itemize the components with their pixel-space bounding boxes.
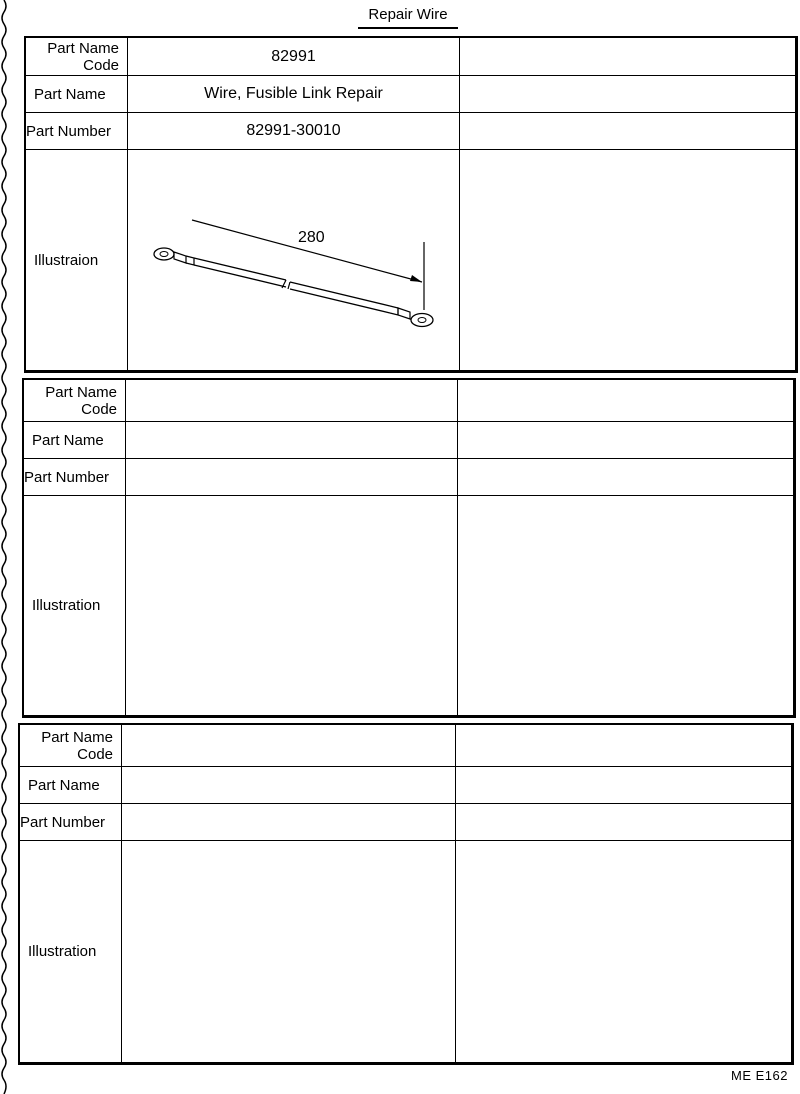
- illustration-label: Illustration: [24, 496, 126, 715]
- part-name-code-extra-cell: [458, 380, 793, 422]
- part-name-code-extra-cell: [456, 725, 791, 767]
- part-number-extra-cell: [456, 804, 791, 841]
- part-name-extra-cell: [456, 767, 791, 804]
- part-number-label: Part Number: [20, 804, 122, 841]
- fusible-link-repair-wire-drawing: [128, 150, 460, 370]
- part-number-label: Part Number: [24, 459, 126, 496]
- illustration-cell: [122, 841, 456, 1062]
- part-number-extra-cell: [460, 113, 795, 150]
- part-name-code-label-line2: Code: [83, 56, 119, 74]
- part-name-extra-cell: [460, 76, 795, 113]
- part-name-code-extra-cell: [460, 38, 795, 76]
- part-number-value: [122, 804, 456, 841]
- part-name-value: [122, 767, 456, 804]
- illustration-label: Illustration: [20, 841, 122, 1062]
- part-name-code-label-line2: Code: [77, 745, 113, 763]
- page-title: Repair Wire: [358, 5, 458, 29]
- part-name-label: Part Name: [24, 422, 126, 459]
- part-name-code-label-line1: Part Name: [45, 383, 117, 401]
- part-name-code-label-line2: Code: [81, 400, 117, 418]
- part-name-extra-cell: [458, 422, 793, 459]
- part-name-label: Part Name: [26, 76, 128, 113]
- part-name-label: Part Name: [20, 767, 122, 804]
- part-name-code-label: [26, 38, 128, 76]
- illustration-cell: [126, 496, 458, 715]
- part-name-code-label-line1: Part Name: [41, 728, 113, 746]
- part-name-code-label-line1: Part Name: [47, 39, 119, 57]
- part-number-extra-cell: [458, 459, 793, 496]
- part-block-3: [18, 723, 794, 1065]
- part-name-value: Wire, Fusible Link Repair: [128, 76, 460, 113]
- part-name-code-label: [20, 725, 122, 767]
- part-name-code-value: [122, 725, 456, 767]
- illustration-extra-cell: [458, 496, 793, 715]
- illustration-extra-cell: [456, 841, 791, 1062]
- part-name-code-label: [24, 380, 126, 422]
- illustration-extra-cell: [460, 150, 795, 370]
- page-code: ME E162: [731, 1068, 788, 1083]
- part-block-1: [24, 36, 798, 373]
- illustration-cell: [128, 150, 460, 370]
- part-name-value: [126, 422, 458, 459]
- illustration-label: Illustraion: [26, 150, 128, 370]
- part-block-2: [22, 378, 796, 718]
- part-name-code-value: 82991: [128, 38, 460, 76]
- part-number-label: Part Number: [26, 113, 128, 150]
- part-number-value: [126, 459, 458, 496]
- part-name-code-value: [126, 380, 458, 422]
- dimension-label: 280: [298, 229, 325, 246]
- part-number-value: 82991-30010: [128, 113, 460, 150]
- binding-edge: [0, 0, 8, 1094]
